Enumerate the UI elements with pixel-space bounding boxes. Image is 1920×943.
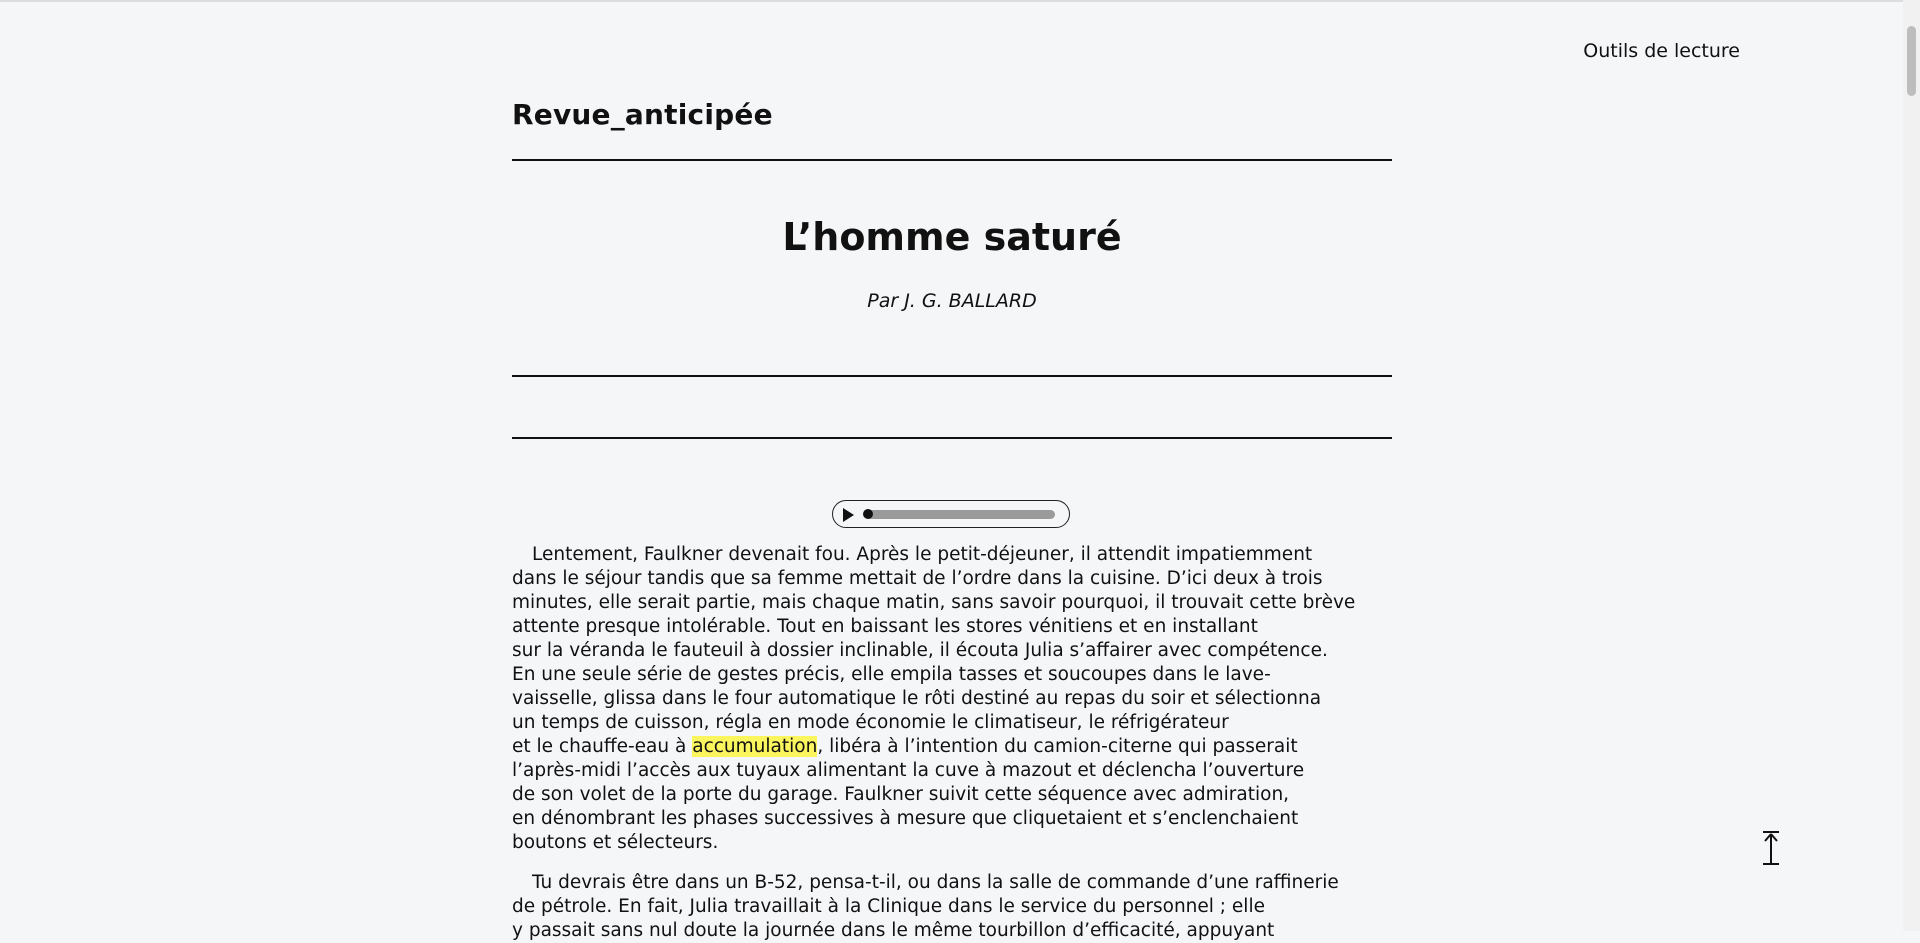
scroll-to-top-icon[interactable] bbox=[1758, 830, 1784, 866]
text-line: En une seule série de gestes précis, elle empila tasses et soucoupes dans le lave- bbox=[512, 664, 1271, 685]
text-line: y passait sans nul doute la journée dans le même tourbillon d’efficacité, appuyant bbox=[512, 920, 1275, 941]
article-title: L’homme saturé bbox=[782, 215, 1122, 259]
text-line: Lentement, Faulkner devenait fou. Après le petit-déjeuner, il attendit impatiemment bbox=[532, 544, 1313, 565]
article-author: Par J. G. BALLARD bbox=[867, 290, 1037, 312]
play-icon[interactable] bbox=[843, 508, 854, 522]
text-line: un temps de cuisson, régla en mode économie le climatiseur, le réfrigérateur bbox=[512, 712, 1229, 733]
text-line: l’après-midi l’accès aux tuyaux alimentant la cuve à mazout et déclencha l’ouverture bbox=[512, 760, 1305, 781]
top-border bbox=[0, 0, 1903, 2]
audio-progress-thumb[interactable] bbox=[863, 509, 873, 519]
text-line: de son volet de la porte du garage. Faulkner suivit cette séquence avec admiration, bbox=[512, 784, 1290, 805]
journal-title[interactable]: Revue_anticipée bbox=[512, 98, 773, 131]
text-line: sur la véranda le fauteuil à dossier inclinable, il écouta Julia s’affairer avec compétence. bbox=[512, 640, 1328, 661]
audio-player bbox=[832, 500, 1070, 528]
text-line: boutons et sélecteurs. bbox=[512, 832, 719, 853]
text-line: de pétrole. En fait, Julia travaillait à la Clinique dans le service du personnel ; elle bbox=[512, 896, 1265, 917]
divider bbox=[512, 437, 1392, 439]
text-line: en dénombrant les phases successives à mesure que cliquetaient et s’enclenchaient bbox=[512, 808, 1299, 829]
scrollbar-thumb[interactable] bbox=[1907, 26, 1916, 96]
text-segment: et le chauffe-eau à bbox=[512, 736, 693, 757]
divider bbox=[512, 375, 1392, 377]
text-line: attente presque intolérable. Tout en baissant les stores vénitiens et en installant bbox=[512, 616, 1258, 637]
text-line bbox=[512, 735, 1412, 759]
paragraph-1 bbox=[512, 543, 1412, 855]
text-line: dans le séjour tandis que sa femme mettait de l’ordre dans la cuisine. D’ici deux à trois bbox=[512, 568, 1323, 589]
text-segment: , libéra à l’intention du camion-citerne qui passerait bbox=[817, 736, 1298, 757]
text-line: Tu devrais être dans un B-52, pensa-t-il, ou dans la salle de commande d’une raffinerie bbox=[532, 872, 1339, 893]
text-line: minutes, elle serait partie, mais chaque matin, sans savoir pourquoi, il trouvait cette brève bbox=[512, 592, 1356, 613]
scrollbar[interactable] bbox=[1903, 0, 1920, 931]
highlighted-word[interactable]: accumulation bbox=[692, 736, 818, 757]
text-line: vaisselle, glissa dans le four automatique le rôti destiné au repas du soir et sélectionna bbox=[512, 688, 1322, 709]
reading-tools-button[interactable]: Outils de lecture bbox=[1583, 40, 1740, 62]
paragraph-2 bbox=[512, 871, 1412, 943]
divider bbox=[512, 159, 1392, 161]
audio-progress-track[interactable] bbox=[865, 510, 1055, 519]
